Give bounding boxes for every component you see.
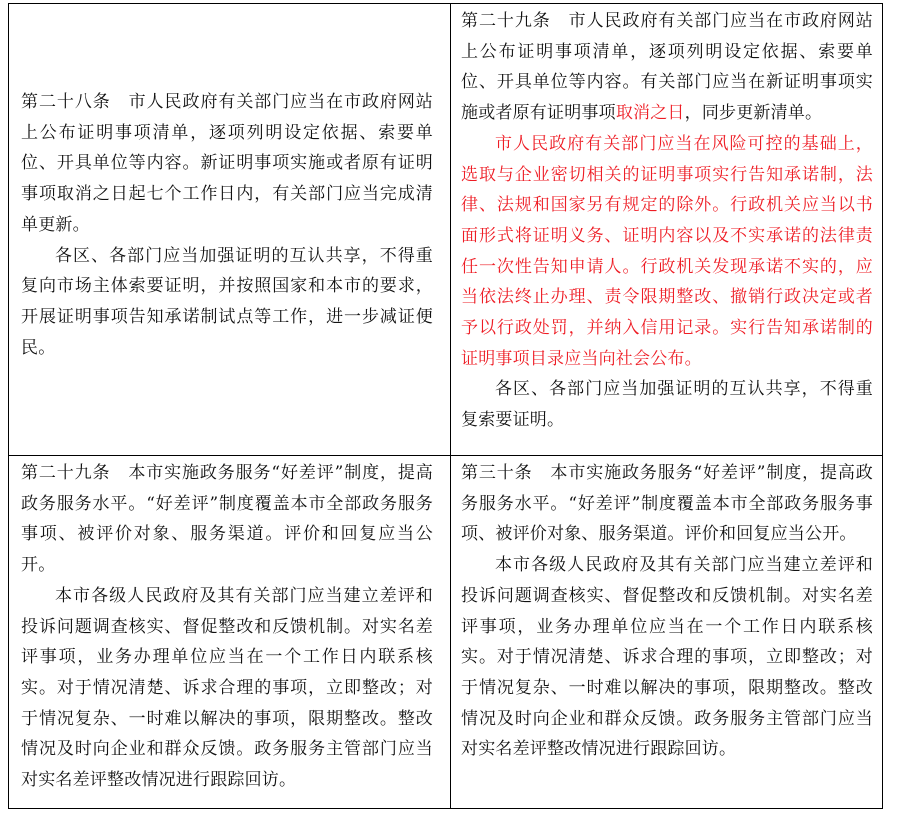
article-29-paragraph-1: 第二十九条 本市实施政务服务“好差评”制度，提高政务服务水平。“好差评”制度覆盖本市全部政务服务事项、被评价对象、服务渠道。评价和回复应当公开。 [21,463,433,576]
article-29-revised-paragraph-3: 各区、各部门应当加强证明的互认共享，不得重复索要证明。 [461,379,873,431]
column-divider [450,4,451,808]
paragraph-text: ，同步更新清单。 [684,103,823,124]
article-29-paragraph-2: 本市各级人民政府及其有关部门应当建立差评和投诉问题调查核实、督促整改和反馈机制。对实名差评事项，业务办理单位应当在一个工作日内联系核实。对于情况清楚、诉求合理的事项，立即整改；对于情况复杂、一时难以解决的事项，限期整改。整改情况及时向企业和群众反馈。政务服务主管部门应当对实名差评整改情况进行跟踪回访。 [21,585,433,791]
cell-bottom-left [21,458,433,796]
cell-top-left [21,87,433,363]
highlighted-text: 取消之日 [615,103,685,124]
cell-top-right [461,6,873,436]
cell-bottom-right [461,458,873,765]
article-29-revised-paragraph-1 [461,6,873,129]
article-30-paragraph-2: 本市各级人民政府及其有关部门应当建立差评和投诉问题调查核实、督促整改和反馈机制。对实名差评事项，业务办理单位应当在一个工作日内联系核实。对于情况清楚、诉求合理的事项，立即整改；对于情况复杂、一时难以解决的事项，限期整改。整改情况及时向企业和群众反馈。政务服务主管部门应当对实名差评整改情况进行跟踪回访。 [461,555,873,760]
paragraph-text: 第二十九条 市人民政府有关部门应当在市政府网站上公布证明事项清单，逐项列明设定依据、索要单位、开具单位等内容。有关部门应当在新证明事项实施或者原有证明事项 [461,11,873,124]
article-30-paragraph-1: 第三十条 本市实施政务服务“好差评”制度，提高政务服务水平。“好差评”制度覆盖本市全部政务服务事项、被评价对象、服务渠道。评价和回复应当公开。 [461,463,873,545]
article-29-revised-paragraph-2: 市人民政府有关部门应当在风险可控的基础上，选取与企业密切相关的证明事项实行告知承诺制，法律、法规和国家另有规定的除外。行政机关应当以书面形式将证明义务、证明内容以及不实承诺的法律责任一次性告知申请人。行政机关发现承诺不实的，应当依法终止办理、责令限期整改、撤销行政决定或者予以行政处罚，并纳入信用记录。实行告知承诺制的证明事项目录应当向社会公布。 [461,133,873,369]
row-divider [9,455,882,456]
article-28-paragraph-2: 各区、各部门应当加强证明的互认共享，不得重复向市场主体索要证明，并按照国家和本市的要求，开展证明事项告知承诺制试点等工作，进一步减证便民。 [21,245,433,358]
article-28-paragraph-1: 第二十八条 市人民政府有关部门应当在市政府网站上公布证明事项清单，逐项列明设定依据、索要单位、开具单位等内容。新证明事项实施或者原有证明事项取消之日起七个工作日内，有关部门应当完成清单更新。 [21,92,433,235]
comparison-table [8,3,883,809]
